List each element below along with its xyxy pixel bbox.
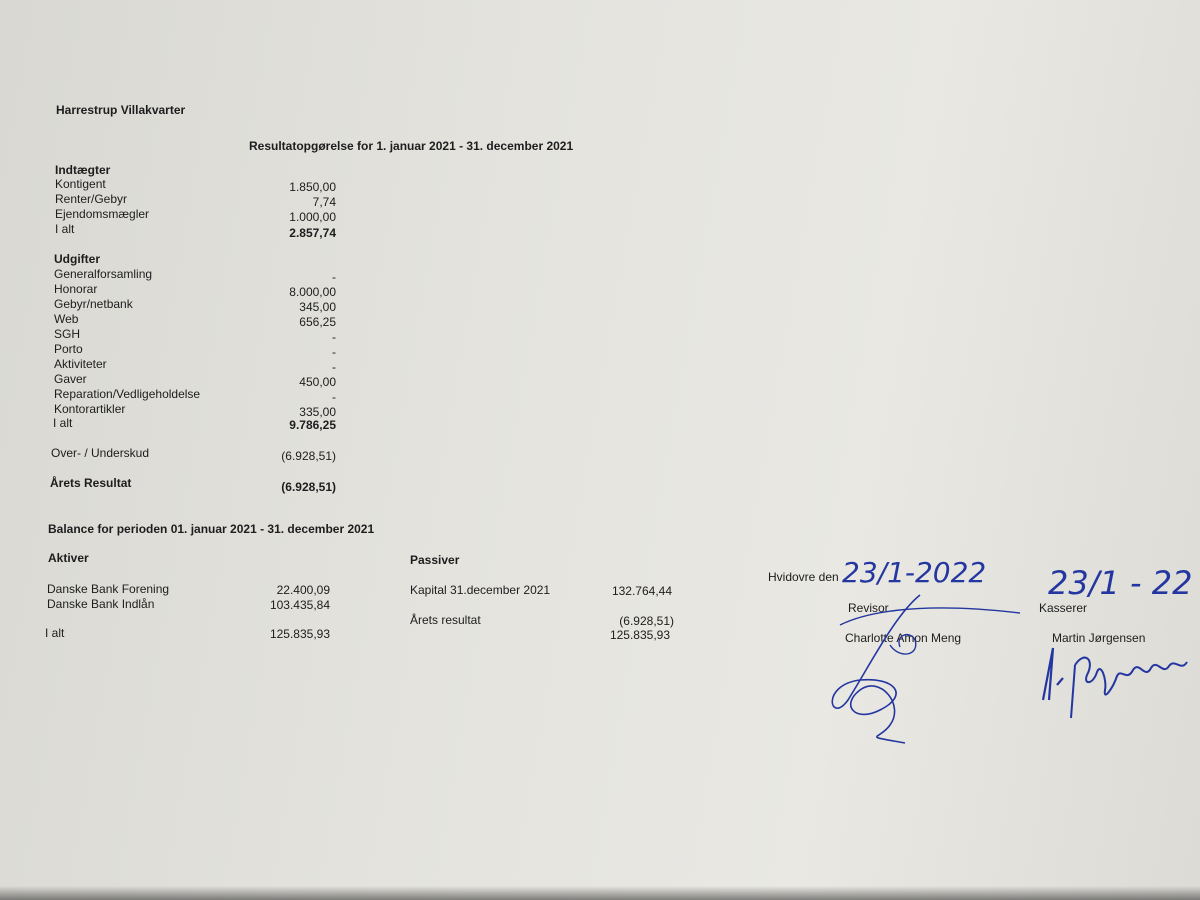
revisor-name: Charlotte Amon Meng xyxy=(845,631,962,645)
capital-value: 132.764,44 xyxy=(611,584,672,598)
expense-row-label: Kontorartikler xyxy=(54,402,126,416)
income-row-value: 7,74 xyxy=(312,195,336,209)
revisor-title: Revisor xyxy=(848,601,889,615)
kasserer-title: Kasserer xyxy=(1039,601,1088,615)
annual-result-label: Årets Resultat xyxy=(50,476,132,490)
expense-row-label: Generalforsamling xyxy=(54,267,153,281)
liab-result-label: Årets resultat xyxy=(410,613,481,627)
expense-row-value: - xyxy=(332,345,336,359)
place-date-label: Hvidovre den xyxy=(768,570,839,584)
expense-row-value: 335,00 xyxy=(299,405,336,419)
kasserer-signature xyxy=(1035,630,1195,725)
expenses-heading: Udgifter xyxy=(54,252,100,266)
expense-row-label: Aktiviteter xyxy=(54,357,107,371)
income-row-label: Renter/Gebyr xyxy=(55,192,128,206)
annual-result-value: (6.928,51) xyxy=(281,480,336,494)
income-statement-title: Resultatopgørelse for 1. januar 2021 - 31. december 2021 xyxy=(249,139,574,153)
income-total-value: 2.857,74 xyxy=(289,226,336,240)
income-total-label: I alt xyxy=(55,222,75,236)
assets-total-value: 125.835,93 xyxy=(269,627,330,641)
income-row-label: Kontigent xyxy=(55,177,106,191)
kasserer-handwritten-date: 23/1 - 22 xyxy=(1048,564,1193,602)
expense-row-value: - xyxy=(332,270,336,284)
expense-row-value: - xyxy=(332,330,336,344)
assets-heading: Aktiver xyxy=(48,551,89,565)
expense-row-value: - xyxy=(332,390,336,404)
expense-row-value: 656,25 xyxy=(299,315,336,329)
income-row-value: 1.850,00 xyxy=(289,180,336,194)
expense-row-label: Reparation/Vedligeholdelse xyxy=(54,387,201,401)
asset-row-value: 22.400,09 xyxy=(276,583,330,597)
expense-row-value: 345,00 xyxy=(299,300,336,314)
asset-row-label: Danske Bank Forening xyxy=(47,582,170,596)
surplus-deficit-value: (6.928,51) xyxy=(281,449,336,463)
expense-row-value: - xyxy=(332,360,336,374)
assets-total-label: I alt xyxy=(45,626,65,640)
revisor-signature xyxy=(800,585,1040,755)
expense-row-value: 450,00 xyxy=(299,375,336,389)
liabilities-heading: Passiver xyxy=(410,553,460,567)
expense-row-label: Gaver xyxy=(54,372,87,386)
expense-row-label: Porto xyxy=(54,342,83,356)
revisor-handwritten-date: 23/1-2022 xyxy=(842,556,987,589)
liabilities-total-value: 125.835,93 xyxy=(609,628,670,642)
capital-label: Kapital 31.december 2021 xyxy=(410,583,551,597)
asset-row-label: Danske Bank Indlån xyxy=(47,597,155,611)
expense-row-label: SGH xyxy=(54,327,81,341)
income-row-value: 1.000,00 xyxy=(289,210,336,224)
income-row-label: Ejendomsmægler xyxy=(55,207,150,221)
expense-row-label: Honorar xyxy=(54,282,98,296)
kasserer-name: Martin Jørgensen xyxy=(1052,631,1146,645)
expense-row-label: Web xyxy=(54,312,79,326)
expenses-total-value: 9.786,25 xyxy=(289,418,336,432)
expenses-total-label: I alt xyxy=(53,416,73,430)
asset-row-value: 103.435,84 xyxy=(269,598,330,612)
organization-name: Harrestrup Villakvarter xyxy=(56,103,186,117)
income-heading: Indtægter xyxy=(55,163,111,177)
expense-row-value: 8.000,00 xyxy=(289,285,336,299)
expense-row-label: Gebyr/netbank xyxy=(54,297,133,311)
liab-result-value: (6.928,51) xyxy=(619,614,674,628)
balance-title: Balance for perioden 01. januar 2021 - 31. december 2021 xyxy=(48,522,375,536)
paper-edge-shadow xyxy=(0,886,1200,900)
surplus-deficit-label: Over- / Underskud xyxy=(51,446,150,460)
